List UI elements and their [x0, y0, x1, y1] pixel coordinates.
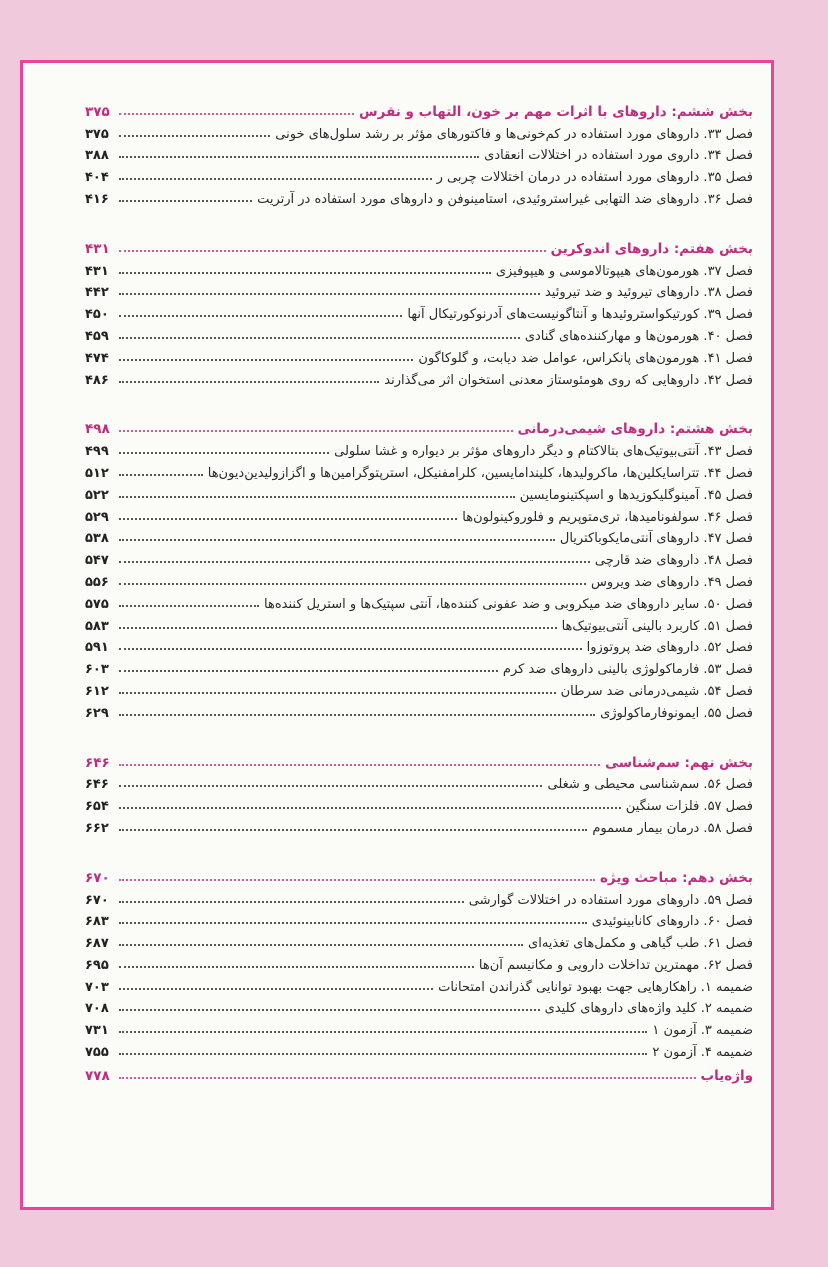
chapter-entry-page-number: ۵۵۶ — [85, 574, 109, 590]
dot-leader — [119, 337, 520, 339]
toc-section — [85, 98, 753, 207]
chapter-entry-title: فصل ۴۴. تتراسایکلین‌ها، ماکرولیدها، کلیندامایسین، کلرامفنیکل، استرپتوگرامین‌ها و اگزازولیدین‌دیون‌ها — [207, 465, 753, 481]
chapter-entry — [85, 951, 753, 973]
chapter-entry — [85, 322, 753, 344]
section-header — [85, 416, 753, 438]
chapter-entry — [85, 344, 753, 366]
chapter-entry-title: فصل ۵۲. داروهای ضد پروتوزوا — [586, 640, 753, 656]
chapter-entry — [85, 437, 753, 459]
chapter-entry-title: فصل ۶۲. مهمترین تداخلات دارویی و مکانیسم آن‌ها — [478, 957, 753, 973]
dot-leader — [119, 583, 586, 585]
toc-section — [85, 235, 753, 388]
chapter-entry-page-number: ۶۵۴ — [85, 799, 109, 815]
chapter-entry-title: فصل ۵۸. درمان بیمار مسموم — [592, 820, 753, 836]
chapter-entry-page-number: ۴۹۹ — [85, 444, 109, 460]
glossary-entry-page-number: ۷۷۸ — [85, 1067, 110, 1084]
dot-leader — [119, 922, 587, 924]
chapter-entry-page-number: ۴۳۱ — [85, 263, 109, 279]
chapter-entry — [85, 699, 753, 721]
section-header-title: بخش دهم: مباحث ویژه — [599, 869, 753, 886]
dot-leader — [119, 250, 546, 252]
chapter-entry — [85, 590, 753, 612]
chapter-entry — [85, 257, 753, 279]
chapter-entry — [85, 568, 753, 590]
dot-leader — [119, 785, 542, 787]
section-header-page-number: ۶۷۰ — [85, 869, 110, 886]
dot-leader — [119, 561, 590, 563]
chapter-entry-title: فصل ۴۹. داروهای ضد ویروس — [591, 574, 753, 590]
chapter-entry — [85, 973, 753, 995]
dot-leader — [119, 1053, 647, 1055]
chapter-entry-title: فصل ۳۴. داروی مورد استفاده در اختلالات انعقادی — [484, 148, 753, 164]
dot-leader — [119, 627, 557, 629]
section-header — [85, 235, 753, 257]
chapter-entry — [85, 634, 753, 656]
chapter-entry — [85, 1038, 753, 1060]
chapter-entry — [85, 771, 753, 793]
chapter-entry-page-number: ۵۳۸ — [85, 531, 109, 547]
chapter-entry-title: فصل ۴۷. داروهای آنتی‌مایکوباکتریال — [559, 531, 753, 547]
dot-leader — [119, 496, 515, 498]
chapter-entry — [85, 612, 753, 634]
chapter-entry-page-number: ۴۴۲ — [85, 285, 109, 301]
chapter-entry-page-number: ۶۷۰ — [85, 892, 109, 908]
chapter-entry-title: فصل ۳۸. داروهای تیروئید و ضد تیروئید — [544, 285, 753, 301]
dot-leader — [119, 648, 582, 650]
dot-leader — [119, 944, 523, 946]
chapter-entry-page-number: ۵۲۲ — [85, 487, 109, 503]
dot-leader — [119, 714, 595, 716]
dot-leader — [119, 359, 413, 361]
dot-leader — [119, 764, 600, 766]
chapter-entry-title: فصل ۵۴. شیمی‌درمانی ضد سرطان — [560, 683, 753, 699]
chapter-entry-page-number: ۴۷۴ — [85, 350, 109, 366]
chapter-entry-page-number: ۷۳۱ — [85, 1023, 109, 1039]
chapter-entry-page-number: ۶۶۲ — [85, 820, 109, 836]
dot-leader — [119, 901, 464, 903]
toc-section — [85, 416, 753, 721]
chapter-entry-page-number: ۶۸۷ — [85, 936, 109, 952]
dot-leader — [119, 539, 555, 541]
chapter-entry-title: فصل ۶۱. طب گیاهی و مکمل‌های تغذیه‌ای — [528, 936, 753, 952]
chapter-entry-page-number: ۴۰۴ — [85, 170, 109, 186]
chapter-entry-page-number: ۷۰۸ — [85, 1001, 109, 1017]
chapter-entry-page-number: ۴۸۶ — [85, 372, 109, 388]
section-header-page-number: ۳۷۵ — [85, 103, 110, 120]
chapter-entry-title: فصل ۴۱. هورمون‌های پانکراس، عوامل ضد دیابت، و گلوکاگون — [418, 350, 753, 366]
chapter-entry — [85, 120, 753, 142]
dot-leader — [119, 879, 595, 881]
chapter-entry-title: فصل ۵۰. سایر داروهای ضد میکروبی و ضد عفونی کننده‌ها، آنتی سپتیک‌ها و استریل کننده‌ها — [264, 596, 753, 612]
toc-section — [85, 864, 753, 1060]
dot-leader — [119, 293, 540, 295]
glossary-entry-title: واژه‌یاب — [700, 1067, 753, 1084]
chapter-entry-page-number: ۷۵۵ — [85, 1045, 109, 1061]
section-header — [85, 749, 753, 771]
dot-leader — [119, 966, 474, 968]
chapter-entry — [85, 459, 753, 481]
glossary-entry — [85, 1062, 753, 1084]
chapter-entry-title: فصل ۳۷. هورمون‌های هیپوتالاموسی و هیپوفیزی — [495, 263, 753, 279]
section-header-title: بخش نهم: سم‌شناسی — [605, 754, 753, 771]
chapter-entry-title: فصل ۵۹. داروهای مورد استفاده در اختلالات گوارشی — [468, 892, 753, 908]
dot-leader — [119, 381, 379, 383]
section-header — [85, 98, 753, 120]
chapter-entry-page-number: ۴۵۰ — [85, 307, 109, 323]
chapter-entry-title: ضمیمه ۲. کلید واژه‌های داروهای کلیدی — [544, 1001, 753, 1017]
dot-leader — [119, 474, 203, 476]
chapter-entry — [85, 886, 753, 908]
dot-leader — [119, 1077, 696, 1079]
chapter-entry — [85, 142, 753, 164]
chapter-entry-title: فصل ۵۳. فارماکولوژی بالینی داروهای ضد کرم — [502, 662, 753, 678]
chapter-entry-title: ضمیمه ۳. آزمون ۱ — [652, 1023, 753, 1039]
chapter-entry-title: فصل ۳۳. داروهای مورد استفاده در کم‌خونی‌ها و فاکتورهای مؤثر بر رشد سلول‌های خونی — [275, 126, 753, 142]
chapter-entry-page-number: ۳۸۸ — [85, 148, 109, 164]
chapter-entry-title: فصل ۳۵. داروهای مورد استفاده در درمان اختلالات چربی ر — [436, 170, 753, 186]
chapter-entry — [85, 929, 753, 951]
dot-leader — [119, 452, 329, 454]
chapter-entry-title: فصل ۴۵. آمینوگلیکوزیدها و اسپکتینومایسین — [519, 487, 753, 503]
chapter-entry-page-number: ۶۸۳ — [85, 914, 109, 930]
chapter-entry — [85, 995, 753, 1017]
book-page — [20, 60, 774, 1210]
chapter-entry-title: فصل ۵۶. سم‌شناسی محیطی و شغلی — [547, 777, 753, 793]
dot-leader — [119, 156, 479, 158]
chapter-entry-title: ضمیمه ۱. راهکارهایی جهت بهبود توانایی گذراندن امتحانات — [438, 979, 753, 995]
dot-leader — [119, 200, 252, 202]
chapter-entry — [85, 163, 753, 185]
chapter-entry-title: فصل ۴۳. آنتی‌بیوتیک‌های بتالاکتام و دیگر داروهای مؤثر بر دیواره و غشا سلولی — [334, 444, 753, 460]
section-header-title: بخش ششم: داروهای با اثرات مهم بر خون، التهاب و نقرس — [359, 103, 753, 120]
chapter-entry-title: فصل ۳۶. داروهای ضد التهابی غیراستروئیدی، استامینوفن و داروهای مورد استفاده در آرتریت — [257, 191, 753, 207]
chapter-entry-title: فصل ۴۶. سولفونامیدها، تری‌متوپریم و فلوروکینولون‌ها — [462, 509, 753, 525]
chapter-entry-page-number: ۵۴۷ — [85, 553, 109, 569]
chapter-entry-title: فصل ۵۷. فلزات سنگین — [625, 799, 753, 815]
chapter-entry-title: فصل ۶۰. داروهای کانابینوئیدی — [591, 914, 753, 930]
section-header-page-number: ۶۴۶ — [85, 754, 110, 771]
chapter-entry-page-number: ۴۵۹ — [85, 328, 109, 344]
chapter-entry — [85, 792, 753, 814]
chapter-entry-page-number: ۴۱۶ — [85, 191, 109, 207]
dot-leader — [119, 430, 513, 432]
dot-leader — [119, 670, 498, 672]
chapter-entry-page-number: ۵۹۱ — [85, 640, 109, 656]
chapter-entry-title: فصل ۵۵. ایمونوفارماکولوژی — [600, 705, 753, 721]
section-header-title: بخش هشتم: داروهای شیمی‌درمانی — [517, 421, 753, 438]
section-header-title: بخش هفتم: داروهای اندوکرین — [550, 240, 753, 257]
chapter-entry — [85, 1016, 753, 1038]
dot-leader — [119, 692, 556, 694]
chapter-entry-page-number: ۶۰۳ — [85, 662, 109, 678]
chapter-entry — [85, 481, 753, 503]
chapter-entry — [85, 300, 753, 322]
chapter-entry-page-number: ۵۸۳ — [85, 618, 109, 634]
chapter-entry — [85, 525, 753, 547]
chapter-entry — [85, 908, 753, 930]
chapter-entry-page-number: ۳۷۵ — [85, 126, 109, 142]
chapter-entry — [85, 366, 753, 388]
chapter-entry-title: فصل ۵۱. کاربرد بالینی آنتی‌بیوتیک‌ها — [561, 618, 753, 634]
section-header-page-number: ۴۳۱ — [85, 240, 110, 257]
dot-leader — [119, 272, 491, 274]
dot-leader — [119, 1031, 647, 1033]
chapter-entry — [85, 677, 753, 699]
chapter-entry-title: ضمیمه ۴. آزمون ۲ — [652, 1045, 753, 1061]
chapter-entry-page-number: ۶۹۵ — [85, 957, 109, 973]
chapter-entry-page-number: ۷۰۳ — [85, 979, 109, 995]
dot-leader — [119, 178, 432, 180]
chapter-entry-page-number: ۶۲۹ — [85, 705, 109, 721]
toc-section — [85, 749, 753, 836]
chapter-entry — [85, 814, 753, 836]
table-of-contents — [85, 98, 753, 1084]
dot-leader — [119, 1009, 540, 1011]
dot-leader — [119, 829, 587, 831]
chapter-entry-page-number: ۵۷۵ — [85, 596, 109, 612]
dot-leader — [119, 605, 259, 607]
chapter-entry — [85, 655, 753, 677]
chapter-entry-title: فصل ۴۸. داروهای ضد قارچی — [594, 553, 753, 569]
chapter-entry — [85, 185, 753, 207]
chapter-entry-title: فصل ۴۲. داروهایی که روی هومئوستاز معدنی استخوان اثر می‌گذارند — [384, 372, 753, 388]
dot-leader — [119, 315, 402, 317]
chapter-entry-title: فصل ۴۰. هورمون‌ها و مهارکننده‌های گنادی — [524, 328, 753, 344]
dot-leader — [119, 988, 433, 990]
chapter-entry — [85, 503, 753, 525]
section-header-page-number: ۴۹۸ — [85, 421, 110, 438]
chapter-entry — [85, 546, 753, 568]
chapter-entry — [85, 279, 753, 301]
chapter-entry-page-number: ۶۱۲ — [85, 683, 109, 699]
dot-leader — [119, 518, 457, 520]
section-header — [85, 864, 753, 886]
dot-leader — [119, 135, 270, 137]
chapter-entry-title: فصل ۳۹. کورتیکواستروئیدها و آنتاگونیست‌های آدرنوکورتیکال آنها — [407, 307, 753, 323]
dot-leader — [119, 807, 621, 809]
chapter-entry-page-number: ۵۲۹ — [85, 509, 109, 525]
chapter-entry-page-number: ۵۱۲ — [85, 465, 109, 481]
chapter-entry-page-number: ۶۴۶ — [85, 777, 109, 793]
dot-leader — [119, 113, 354, 115]
